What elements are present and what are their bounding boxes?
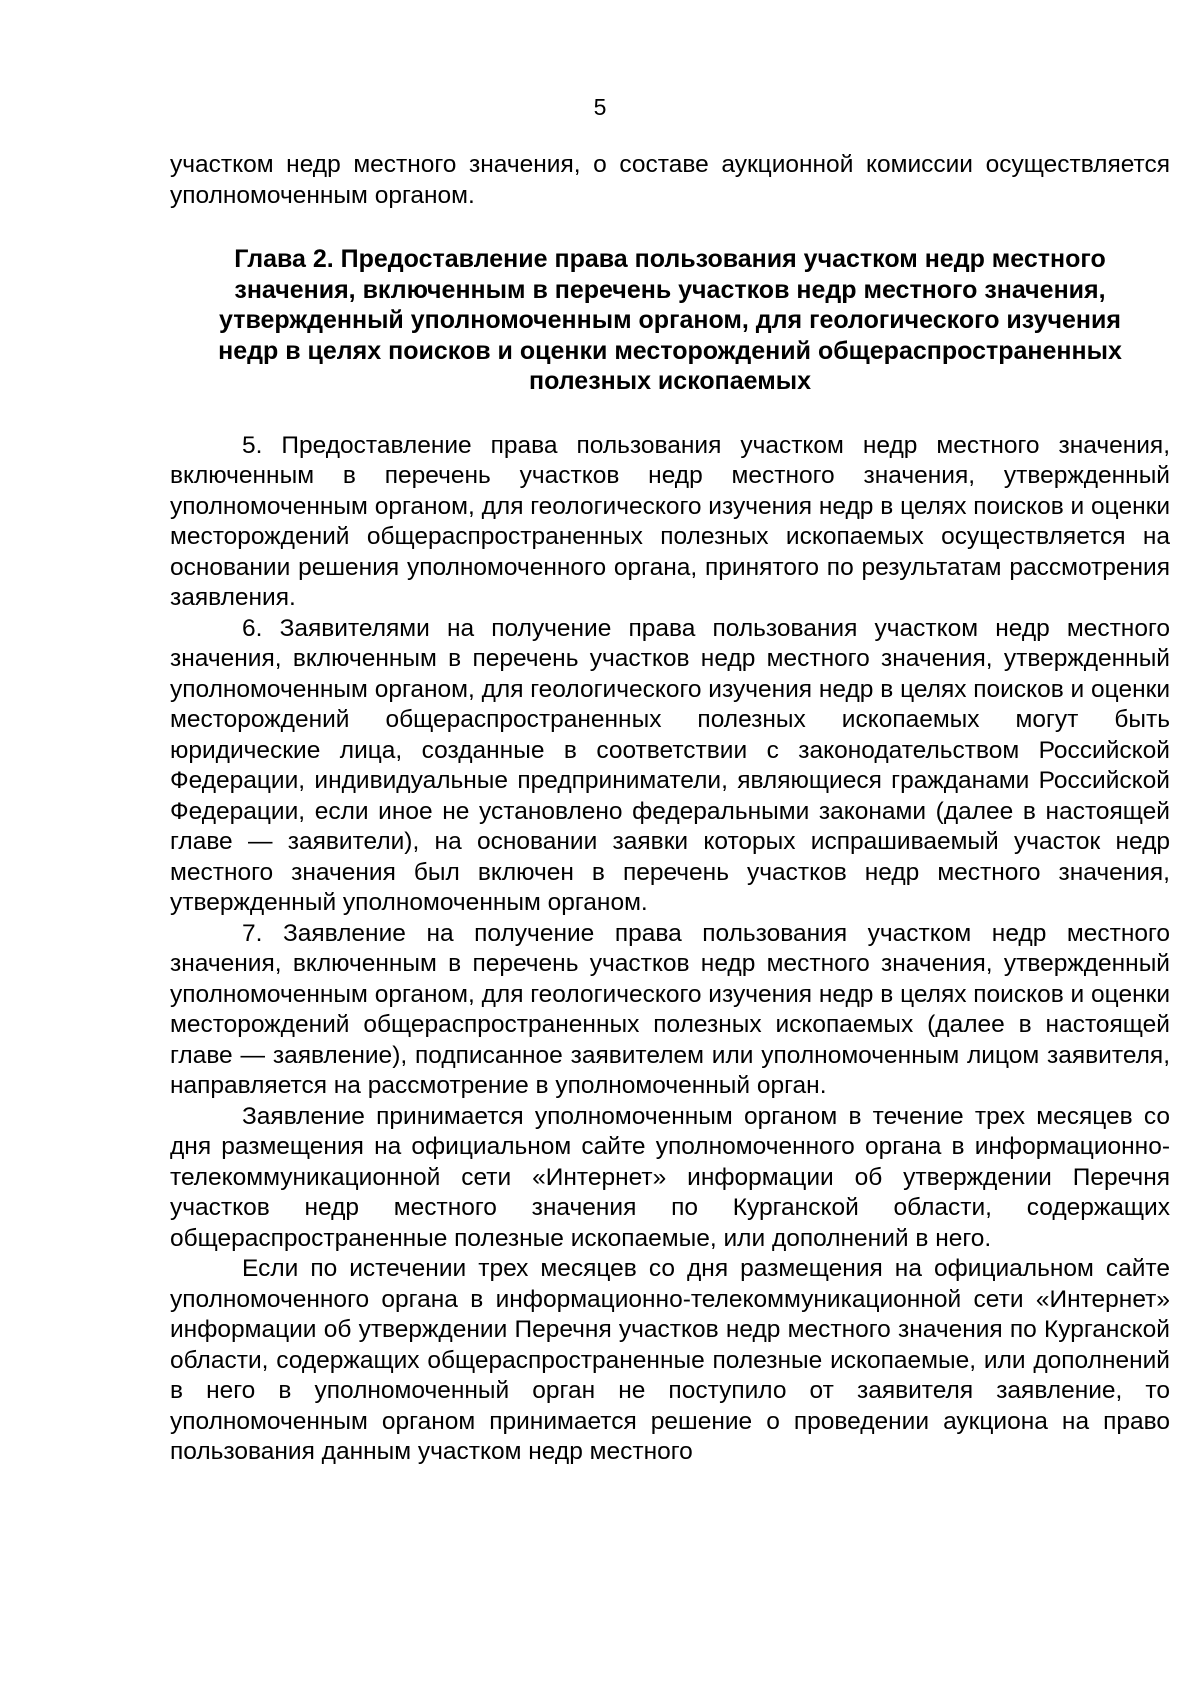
paragraph-auction-decision: Если по истечении трех месяцев со дня размещения на официальном сайте уполномоченного органа в информационно-телекоммуникационной сети «Интернет» информации об утверждении Перечня участков недр местного значения по Курганской области, содержащих общераспространенные полезные ископаемые, или дополнений в него в уполномоченный орган не поступило от заявителя заявление, то уполномоченным органом принимается решение о проведении аукциона на право пользования данным участком недр местного	[170, 1255, 1170, 1465]
paragraph-clause-6: 6. Заявителями на получение права пользования участком недр местного значения, включенным в перечень участков недр местного значения, утвержденный уполномоченным органом, для геологического изучения недр в целях поисков и оценки месторождений общераспространенных полезных ископаемых могут быть юридические лица, созданные в соответствии с законодательством Российской Федерации, индивидуальные предприниматели, являющиеся гражданами Российской Федерации, если иное не установлено федеральными законами (далее в настоящей главе — заявители), на основании заявки которых испрашиваемый участок недр местного значения был включен в перечень участков недр местного значения, утвержденный уполномоченным органом.	[170, 614, 1170, 916]
chapter-heading: Глава 2. Предоставление права пользования участком недр местного значения, включенным в перечень участков недр местного значения, утвержденный уполномоченным органом, для геологического изучения недр в целях поисков и оценки месторождений общераспространенных полезных ископаемых	[218, 245, 1122, 395]
paragraph-application-acceptance: Заявление принимается уполномоченным органом в течение трех месяцев со дня размещения на официальном сайте уполномоченного органа в информационно-телекоммуникационной сети «Интернет» информации об утверждении Перечня участков недр местного значения по Курганской области, содержащих общераспространенные полезные ископаемые, или дополнений в него.	[170, 1102, 1170, 1252]
page-number: 5	[593, 94, 607, 120]
continued-paragraph: участком недр местного значения, о составе аукционной комиссии осуществляется уполномоченным органом.	[170, 151, 1170, 209]
paragraph-clause-7: 7. Заявление на получение права пользования участком недр местного значения, включенным в перечень участков недр местного значения, утвержденный уполномоченным органом, для геологического изучения недр в целях поисков и оценки месторождений общераспространенных полезных ископаемых (далее в настоящей главе — заявление), подписанное заявителем или уполномоченным лицом заявителя, направляется на рассмотрение в уполномоченный орган.	[170, 919, 1170, 1099]
paragraph-clause-5: 5. Предоставление права пользования участком недр местного значения, включенным в перечень участков недр местного значения, утвержденный уполномоченным органом, для геологического изучения недр в целях поисков и оценки месторождений общераспространенных полезных ископаемых осуществляется на основании решения уполномоченного органа, принятого по результатам рассмотрения заявления.	[170, 431, 1170, 611]
page-body	[170, 150, 1170, 1468]
